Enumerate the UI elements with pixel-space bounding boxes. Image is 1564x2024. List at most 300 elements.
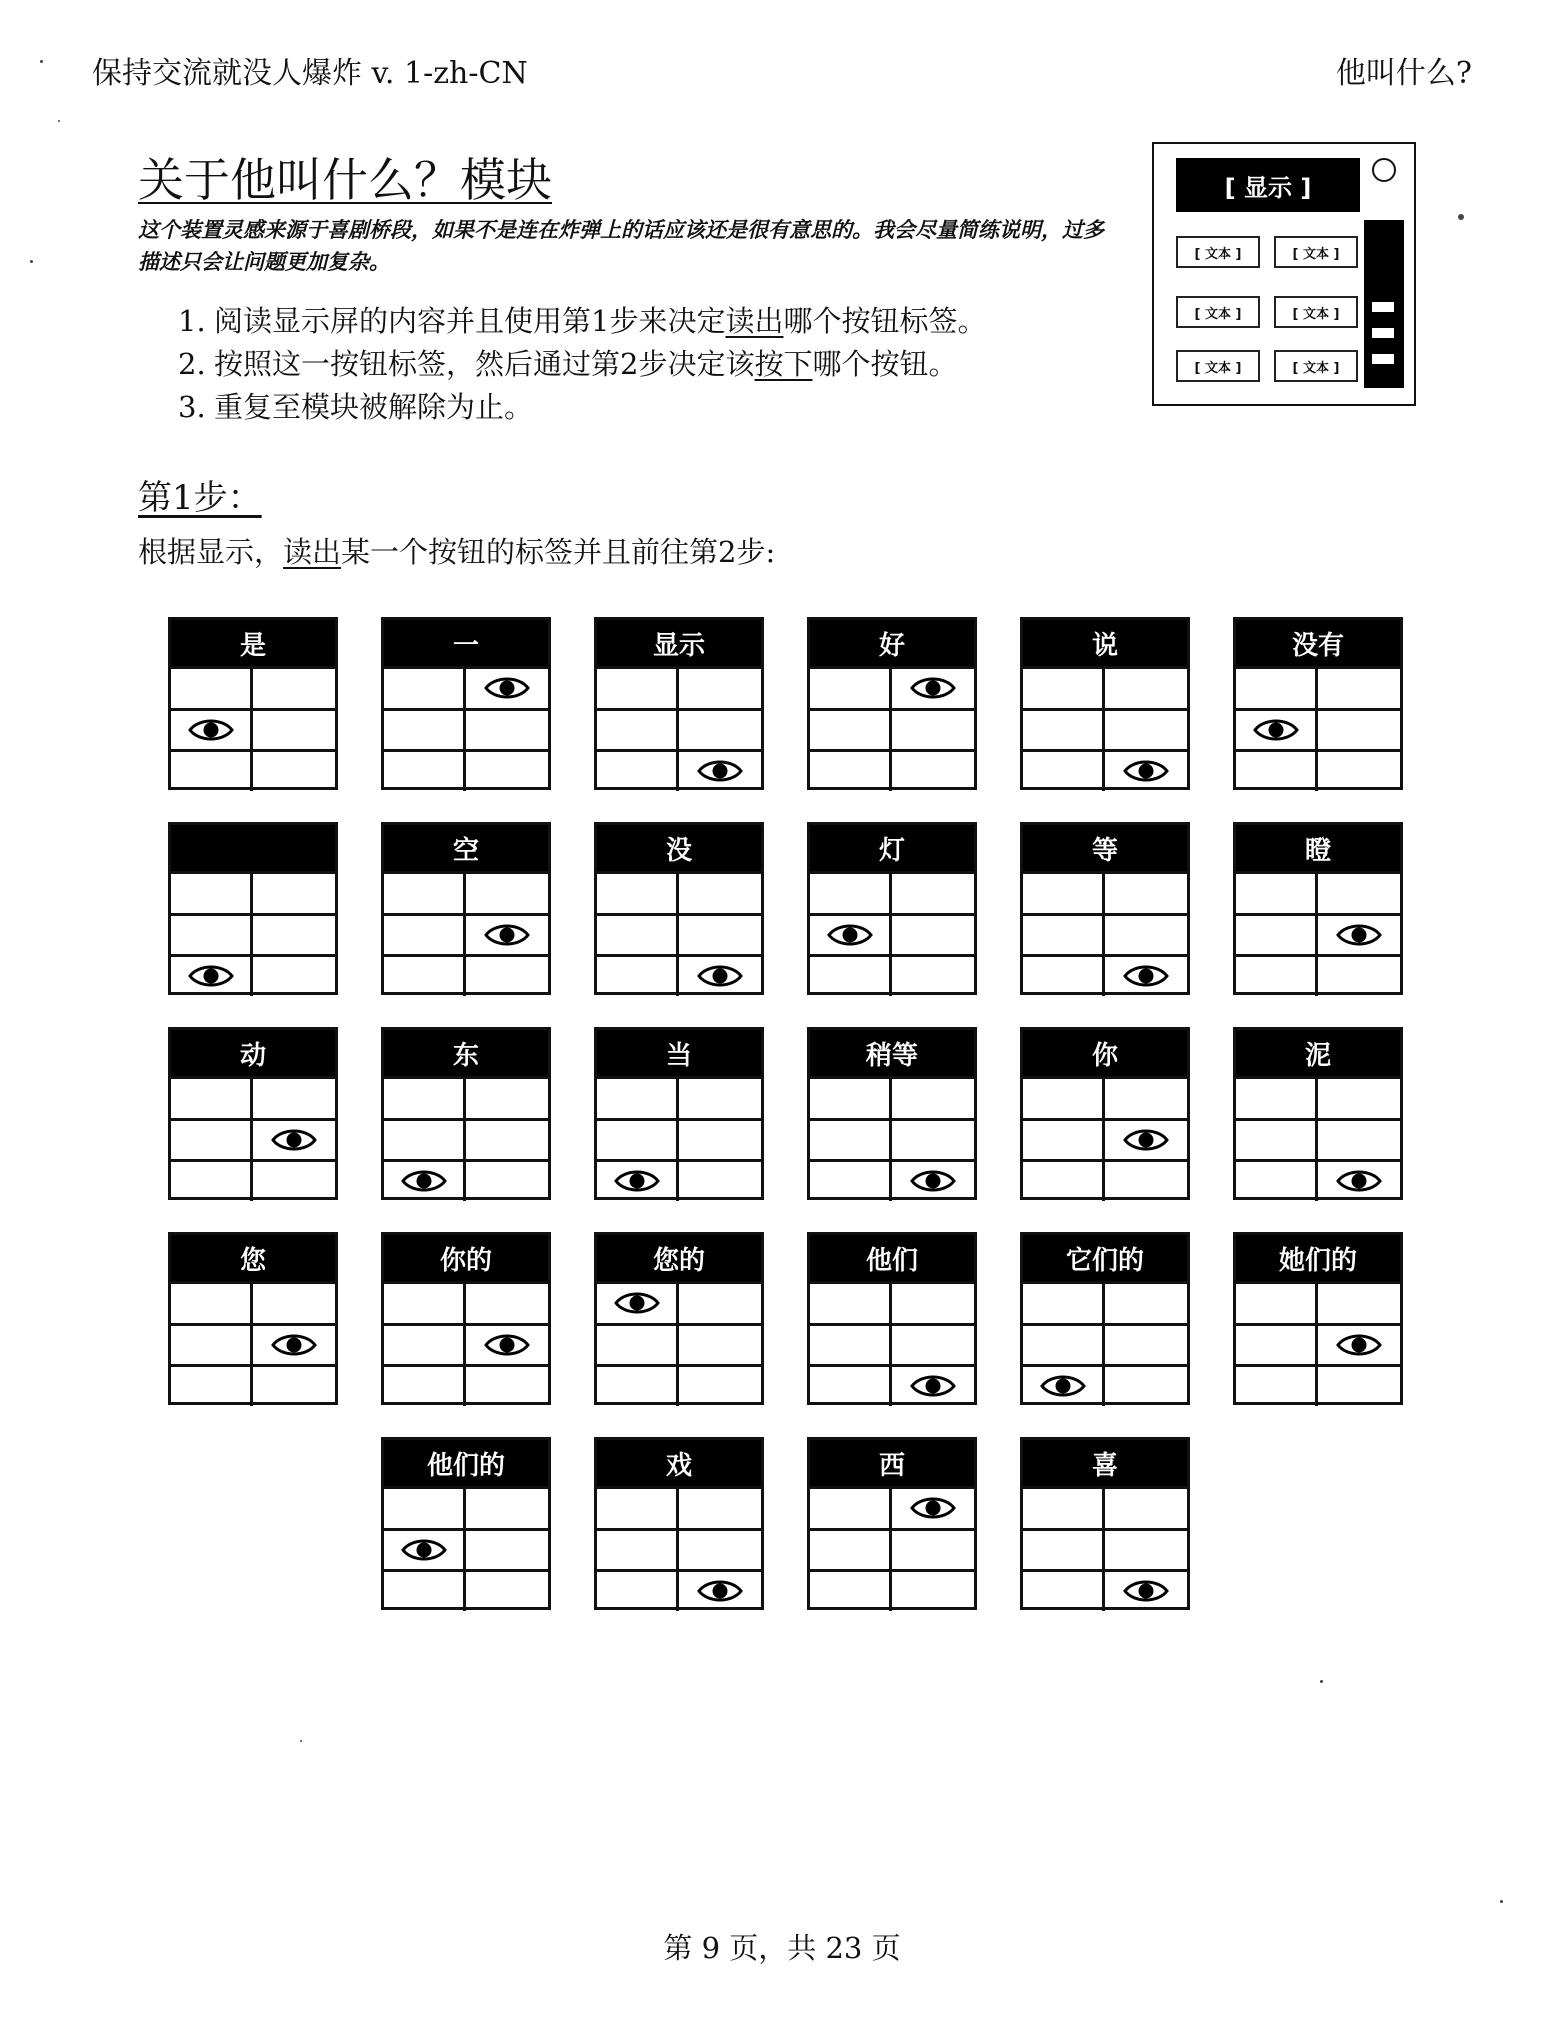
lookup-card <box>1233 1027 1403 1200</box>
lookup-card <box>1020 1437 1190 1610</box>
card-cell <box>1236 1364 1318 1406</box>
card-cell <box>253 749 335 791</box>
card-display-label: 她们的 <box>1236 1235 1400 1281</box>
card-cell <box>1105 1323 1187 1365</box>
card-button-grid <box>810 1076 974 1197</box>
card-cell <box>1105 1281 1187 1323</box>
card-cell <box>679 1159 761 1201</box>
scan-speck <box>40 60 43 63</box>
eye-icon <box>270 1331 318 1359</box>
card-cell <box>1023 1118 1105 1160</box>
card-button-grid <box>171 1281 335 1402</box>
instruction-text: 重复至模块被解除为止。 <box>214 390 534 424</box>
card-button-grid <box>597 871 761 992</box>
card-cell <box>1318 749 1400 791</box>
card-display-label: 稍等 <box>810 1030 974 1076</box>
eye-icon <box>909 674 957 702</box>
card-cell <box>810 749 892 791</box>
eye-icon <box>1335 921 1383 949</box>
eye-icon <box>696 757 744 785</box>
step1-description <box>138 530 775 571</box>
card-display-label: 它们的 <box>1023 1235 1187 1281</box>
card-cell <box>1105 749 1187 791</box>
step1-desc-text-end: 某一个按钮的标签并且前往第2步: <box>341 535 776 569</box>
card-cell <box>1023 749 1105 791</box>
card-cell <box>384 913 466 955</box>
lookup-card <box>1020 1232 1190 1405</box>
card-cell <box>892 708 974 750</box>
lookup-card <box>594 1027 764 1200</box>
instruction-item <box>178 386 986 429</box>
card-cell <box>171 871 253 913</box>
card-cell <box>679 1569 761 1611</box>
card-display-label: 没有 <box>1236 620 1400 666</box>
card-cell <box>679 1486 761 1528</box>
card-display-label: 空 <box>384 825 548 871</box>
card-cell <box>1236 954 1318 996</box>
card-cell <box>810 1569 892 1611</box>
module-button: [ 文本 ] <box>1176 350 1260 382</box>
card-display-label: 您的 <box>597 1235 761 1281</box>
card-cell <box>1105 708 1187 750</box>
card-cell <box>171 1281 253 1323</box>
module-display: [ 显示 ] <box>1176 158 1360 212</box>
module-status-led <box>1372 158 1396 182</box>
card-cell <box>1105 1159 1187 1201</box>
eye-icon <box>696 962 744 990</box>
card-cell <box>597 1281 679 1323</box>
card-cell <box>892 1569 974 1611</box>
instruction-number: 2. <box>178 347 206 381</box>
eye-icon <box>826 921 874 949</box>
card-cell <box>892 913 974 955</box>
card-cell <box>597 1528 679 1570</box>
card-cell <box>1105 954 1187 996</box>
card-cell <box>1318 954 1400 996</box>
stage-tick <box>1372 354 1394 364</box>
card-button-grid <box>384 666 548 787</box>
card-cell <box>597 1323 679 1365</box>
card-display-label: 戏 <box>597 1440 761 1486</box>
card-button-grid <box>1023 1076 1187 1197</box>
card-cell <box>1105 1528 1187 1570</box>
card-button-grid <box>1023 1486 1187 1607</box>
card-cell <box>810 1323 892 1365</box>
eye-icon <box>483 921 531 949</box>
module-button: [ 文本 ] <box>1176 296 1260 328</box>
card-cell <box>253 871 335 913</box>
card-cell <box>597 666 679 708</box>
lookup-card <box>381 1437 551 1610</box>
card-cell <box>679 1364 761 1406</box>
card-display-label: 你 <box>1023 1030 1187 1076</box>
card-cell <box>1318 871 1400 913</box>
card-cell <box>892 1281 974 1323</box>
section-header-title: 他叫什么? <box>1335 56 1472 91</box>
card-cell <box>253 1323 335 1365</box>
eye-icon <box>613 1289 661 1317</box>
lookup-card <box>1020 617 1190 790</box>
card-cell <box>253 708 335 750</box>
lookup-card <box>381 822 551 995</box>
card-cell <box>597 913 679 955</box>
card-button-grid <box>384 1486 548 1607</box>
card-cell <box>1318 1281 1400 1323</box>
card-button-grid <box>597 1281 761 1402</box>
lookup-card <box>168 617 338 790</box>
card-cell <box>466 1281 548 1323</box>
card-button-grid <box>1023 666 1187 787</box>
card-cell <box>1023 666 1105 708</box>
lookup-card <box>168 822 338 995</box>
eye-icon <box>1252 716 1300 744</box>
card-button-grid <box>810 666 974 787</box>
card-cell <box>810 1486 892 1528</box>
card-cell <box>1105 666 1187 708</box>
card-cell <box>253 1076 335 1118</box>
card-cell <box>597 1118 679 1160</box>
card-cell <box>892 954 974 996</box>
module-button: [ 文本 ] <box>1274 350 1358 382</box>
card-cell <box>810 1364 892 1406</box>
card-cell <box>466 1364 548 1406</box>
card-display-label: 说 <box>1023 620 1187 666</box>
eye-icon <box>187 962 235 990</box>
card-button-grid <box>171 871 335 992</box>
card-cell <box>466 1118 548 1160</box>
page-footer: 第 9 页，共 23 页 <box>663 1931 901 1965</box>
instruction-number: 3. <box>178 390 206 424</box>
lookup-card <box>381 1232 551 1405</box>
card-cell <box>466 913 548 955</box>
card-cell <box>1236 1076 1318 1118</box>
step1-desc-text: 根据显示， <box>138 535 284 569</box>
lookup-card <box>1020 1027 1190 1200</box>
card-cell <box>466 1486 548 1528</box>
card-cell <box>253 1159 335 1201</box>
card-display-label: 你的 <box>384 1235 548 1281</box>
card-cell <box>679 666 761 708</box>
lookup-card <box>594 1437 764 1610</box>
card-cell <box>171 1159 253 1201</box>
card-cell <box>253 666 335 708</box>
instruction-text-end: 哪个按钮标签。 <box>783 304 987 338</box>
card-cell <box>1236 1323 1318 1365</box>
card-cell <box>1318 1323 1400 1365</box>
card-cell <box>679 1281 761 1323</box>
card-button-grid <box>1236 666 1400 787</box>
card-cell <box>253 1118 335 1160</box>
card-cell <box>679 708 761 750</box>
card-cell <box>1318 708 1400 750</box>
card-cell <box>892 1364 974 1406</box>
eye-icon <box>909 1372 957 1400</box>
card-display-label: 灯 <box>810 825 974 871</box>
card-cell <box>171 666 253 708</box>
card-cell <box>892 666 974 708</box>
eye-icon <box>1122 1577 1170 1605</box>
card-cell <box>679 1323 761 1365</box>
card-cell <box>679 1118 761 1160</box>
card-cell <box>1236 749 1318 791</box>
card-display-label: 他们 <box>810 1235 974 1281</box>
card-cell <box>597 708 679 750</box>
lookup-card <box>1233 617 1403 790</box>
lookup-card <box>807 822 977 995</box>
card-cell <box>892 749 974 791</box>
card-cell <box>1023 1364 1105 1406</box>
card-cell <box>810 1528 892 1570</box>
step1-title: 第1步： <box>138 478 262 518</box>
card-cell <box>892 871 974 913</box>
card-cell <box>384 708 466 750</box>
eye-icon <box>1122 962 1170 990</box>
card-display-label: 好 <box>810 620 974 666</box>
instruction-emphasis: 读出 <box>725 304 784 338</box>
card-cell <box>1105 1486 1187 1528</box>
card-cell <box>1105 913 1187 955</box>
eye-icon <box>1335 1167 1383 1195</box>
card-cell <box>1105 1118 1187 1160</box>
module-illustration <box>1152 142 1416 406</box>
lookup-card <box>1020 822 1190 995</box>
card-cell <box>1023 954 1105 996</box>
card-cell <box>892 1076 974 1118</box>
card-cell <box>1023 1323 1105 1365</box>
card-cell <box>384 954 466 996</box>
card-cell <box>466 1159 548 1201</box>
scan-speck <box>300 1740 302 1742</box>
card-button-grid <box>171 666 335 787</box>
card-cell <box>810 871 892 913</box>
card-display-label: 当 <box>597 1030 761 1076</box>
instruction-item <box>178 300 986 343</box>
stage-tick <box>1372 302 1394 312</box>
card-button-grid <box>384 1281 548 1402</box>
card-cell <box>171 1323 253 1365</box>
card-cell <box>1318 913 1400 955</box>
card-cell <box>1023 1528 1105 1570</box>
card-cell <box>466 871 548 913</box>
card-button-grid <box>597 666 761 787</box>
card-cell <box>384 1569 466 1611</box>
stage-tick <box>1372 328 1394 338</box>
instruction-emphasis: 按下 <box>754 347 813 381</box>
card-cell <box>384 1076 466 1118</box>
card-cell <box>253 954 335 996</box>
card-cell <box>1105 1076 1187 1118</box>
card-button-grid <box>384 1076 548 1197</box>
card-display-label: 他们的 <box>384 1440 548 1486</box>
card-cell <box>892 1528 974 1570</box>
manual-header-title: 保持交流就没人爆炸 v. 1-zh-CN <box>92 56 528 91</box>
card-cell <box>253 1281 335 1323</box>
card-display-label: 喜 <box>1023 1440 1187 1486</box>
eye-icon <box>483 1331 531 1359</box>
eye-icon <box>613 1167 661 1195</box>
card-display-label: 动 <box>171 1030 335 1076</box>
card-cell <box>810 666 892 708</box>
card-button-grid <box>1023 871 1187 992</box>
card-cell <box>466 1569 548 1611</box>
card-cell <box>384 1486 466 1528</box>
card-cell <box>1236 871 1318 913</box>
card-cell <box>253 913 335 955</box>
card-button-grid <box>597 1486 761 1607</box>
instruction-text: 按照这一按钮标签，然后通过第2步决定该 <box>214 347 755 381</box>
lookup-card <box>807 1232 977 1405</box>
card-cell <box>1236 913 1318 955</box>
eye-icon <box>909 1167 957 1195</box>
card-cell <box>384 1281 466 1323</box>
card-cell <box>1105 871 1187 913</box>
lookup-card <box>807 1437 977 1610</box>
card-cell <box>384 749 466 791</box>
eye-icon <box>270 1126 318 1154</box>
card-cell <box>679 954 761 996</box>
card-cell <box>466 666 548 708</box>
card-display-label: 泥 <box>1236 1030 1400 1076</box>
card-cell <box>1318 1076 1400 1118</box>
card-cell <box>892 1323 974 1365</box>
card-cell <box>810 1076 892 1118</box>
card-cell <box>810 954 892 996</box>
card-cell <box>597 1486 679 1528</box>
card-cell <box>679 749 761 791</box>
card-cell <box>1023 708 1105 750</box>
card-cell <box>597 749 679 791</box>
card-button-grid <box>1023 1281 1187 1402</box>
card-cell <box>679 1076 761 1118</box>
card-display-label: 西 <box>810 1440 974 1486</box>
card-cell <box>171 749 253 791</box>
page-title: 关于他叫什么？模块 <box>138 153 552 207</box>
card-cell <box>1105 1364 1187 1406</box>
card-button-grid <box>1236 1281 1400 1402</box>
instruction-item <box>178 343 986 386</box>
card-cell <box>810 1118 892 1160</box>
eye-icon <box>1039 1372 1087 1400</box>
eye-icon <box>400 1167 448 1195</box>
lookup-card <box>381 617 551 790</box>
card-cell <box>466 708 548 750</box>
card-display-label: 一 <box>384 620 548 666</box>
card-cell <box>384 1159 466 1201</box>
scan-speck <box>1320 1680 1323 1683</box>
scan-speck <box>30 260 33 263</box>
card-cell <box>466 1323 548 1365</box>
card-cell <box>1023 1486 1105 1528</box>
card-display-label <box>171 825 335 871</box>
lookup-card <box>1233 822 1403 995</box>
lookup-card <box>1233 1232 1403 1405</box>
eye-icon <box>400 1536 448 1564</box>
scan-speck <box>58 120 60 122</box>
card-display-label: 显示 <box>597 620 761 666</box>
scan-speck <box>1458 214 1464 220</box>
card-cell <box>892 1159 974 1201</box>
step1-desc-emphasis: 读出 <box>283 535 342 569</box>
lookup-card <box>807 617 977 790</box>
card-cell <box>1236 1159 1318 1201</box>
intro-paragraph: 这个装置灵感来源于喜剧桥段，如果不是连在炸弹上的话应该还是很有意思的。我会尽量简练说明，过多描述只会让问题更加复杂。 <box>138 217 1104 274</box>
card-button-grid <box>1236 1076 1400 1197</box>
card-cell <box>1105 1569 1187 1611</box>
lookup-card <box>594 822 764 995</box>
lookup-card <box>168 1027 338 1200</box>
card-cell <box>384 1528 466 1570</box>
module-button: [ 文本 ] <box>1176 236 1260 268</box>
card-cell <box>810 708 892 750</box>
lookup-card <box>594 617 764 790</box>
card-button-grid <box>810 1486 974 1607</box>
card-cell <box>810 913 892 955</box>
card-cell <box>892 1118 974 1160</box>
card-cell <box>597 1569 679 1611</box>
card-cell <box>171 1364 253 1406</box>
card-cell <box>384 1364 466 1406</box>
eye-icon <box>1122 757 1170 785</box>
module-button: [ 文本 ] <box>1274 296 1358 328</box>
card-cell <box>384 1323 466 1365</box>
card-cell <box>384 871 466 913</box>
lookup-card <box>168 1232 338 1405</box>
card-cell <box>1023 1569 1105 1611</box>
card-display-label: 东 <box>384 1030 548 1076</box>
card-cell <box>171 954 253 996</box>
scan-speck <box>1500 1900 1503 1903</box>
card-cell <box>1236 1118 1318 1160</box>
card-button-grid <box>1236 871 1400 992</box>
card-display-label: 等 <box>1023 825 1187 871</box>
card-cell <box>1236 1281 1318 1323</box>
card-cell <box>597 871 679 913</box>
card-cell <box>253 1364 335 1406</box>
card-cell <box>679 913 761 955</box>
module-stage-indicator <box>1364 220 1404 388</box>
card-cell <box>384 1118 466 1160</box>
card-cell <box>810 1159 892 1201</box>
card-button-grid <box>597 1076 761 1197</box>
card-cell <box>1236 708 1318 750</box>
eye-icon <box>483 674 531 702</box>
card-cell <box>1318 666 1400 708</box>
card-cell <box>171 913 253 955</box>
card-button-grid <box>384 871 548 992</box>
eye-icon <box>1122 1126 1170 1154</box>
eye-icon <box>1335 1331 1383 1359</box>
instruction-text: 阅读显示屏的内容并且使用第1步来决定 <box>214 304 726 338</box>
lookup-card <box>381 1027 551 1200</box>
card-cell <box>1318 1118 1400 1160</box>
card-cell <box>466 749 548 791</box>
card-cell <box>679 871 761 913</box>
card-cell <box>466 954 548 996</box>
card-cell <box>466 1528 548 1570</box>
card-cell <box>679 1528 761 1570</box>
card-cell <box>597 1076 679 1118</box>
eye-icon <box>909 1494 957 1522</box>
card-display-label: 瞪 <box>1236 825 1400 871</box>
card-cell <box>466 1076 548 1118</box>
card-cell <box>1023 1076 1105 1118</box>
card-cell <box>171 1118 253 1160</box>
module-button: [ 文本 ] <box>1274 236 1358 268</box>
card-cell <box>1236 666 1318 708</box>
instruction-text-end: 哪个按钮。 <box>812 347 958 381</box>
instruction-list <box>178 300 986 429</box>
card-cell <box>597 954 679 996</box>
